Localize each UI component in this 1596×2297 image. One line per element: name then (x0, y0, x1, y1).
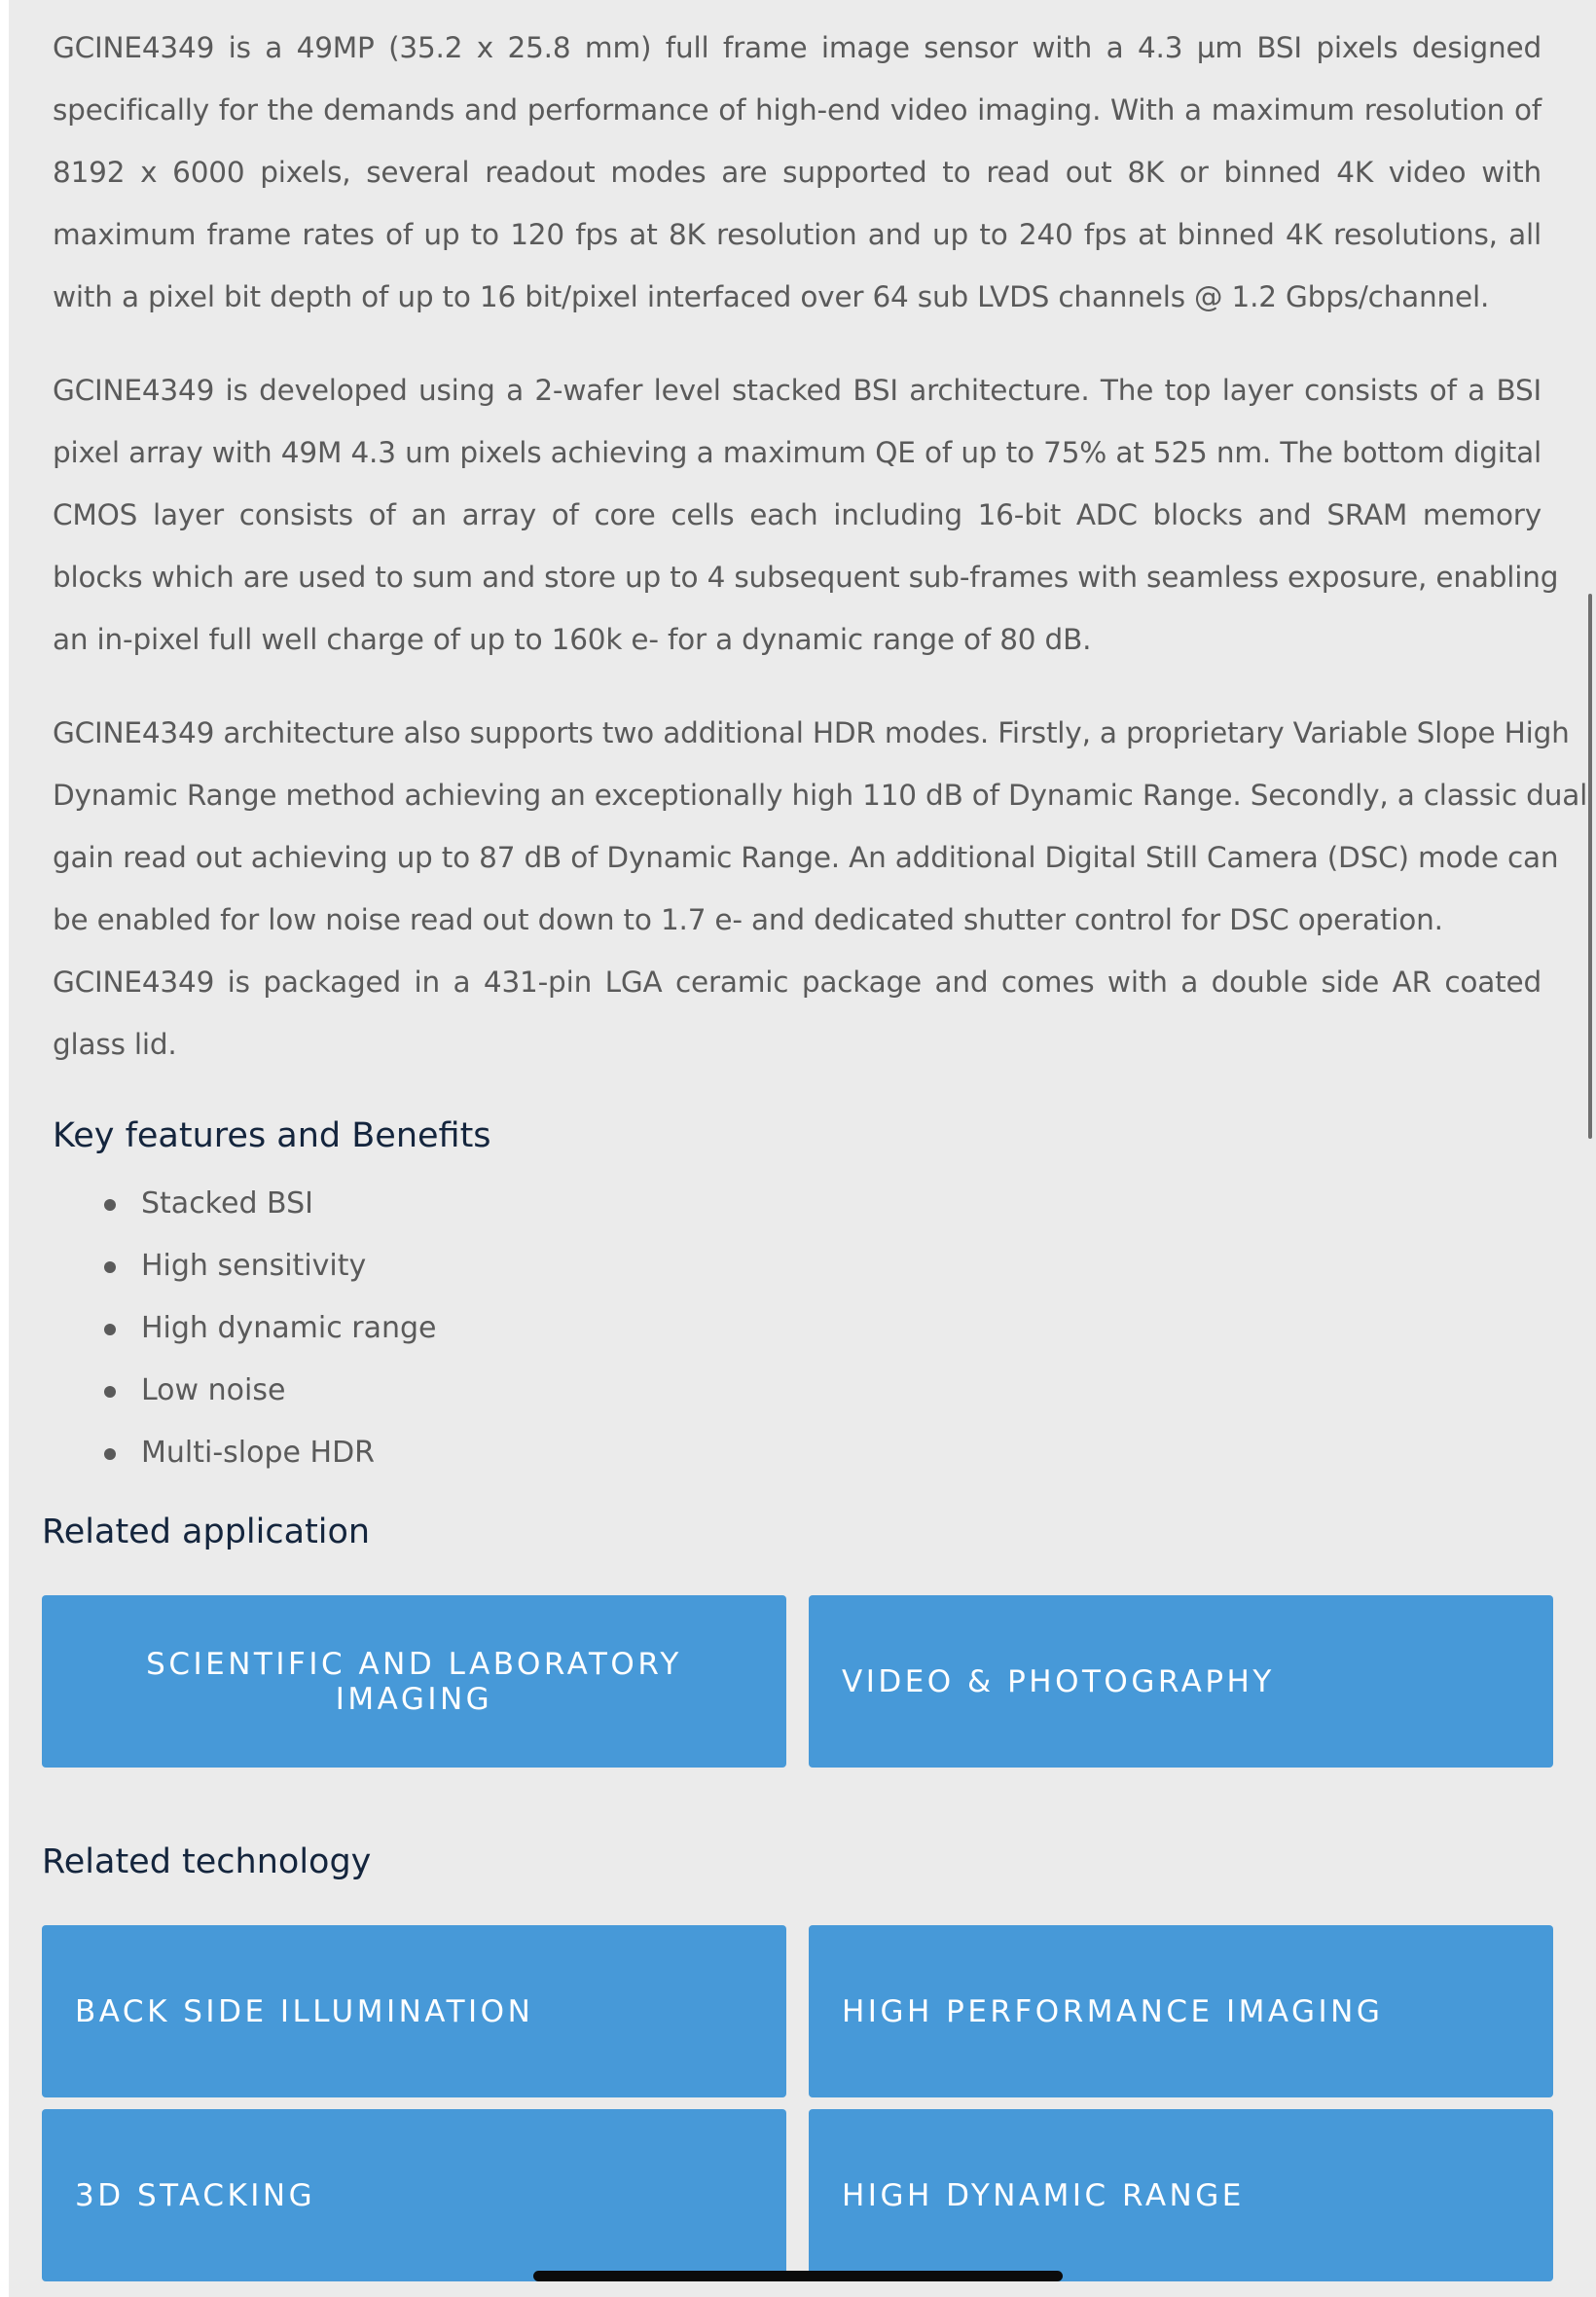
bullet-icon (104, 1199, 116, 1211)
scrollbar-thumb[interactable] (1588, 594, 1592, 1139)
key-features-heading: Key features and Benefits (53, 1116, 491, 1155)
tile-scientific-and-laboratory-imaging[interactable] (42, 1595, 786, 1768)
feature-list-item (53, 1422, 1542, 1484)
description-paragraph-2 (53, 359, 1559, 671)
description-line: maximum frame rates of up to 120 fps at 8K resolution and up to 240 fps at binned 4K resolutions, all (53, 218, 1542, 251)
bullet-icon (104, 1261, 116, 1273)
feature-label: High sensitivity (141, 1249, 367, 1283)
tile-label: HIGH DYNAMIC RANGE (842, 2177, 1245, 2213)
description-line: specifically for the demands and performance of high-end video imaging. With a maximum resolution of (53, 93, 1542, 127)
bullet-icon (104, 1386, 116, 1398)
description-line: an in-pixel full well charge of up to 160k e- for a dynamic range of 80 dB. (53, 623, 1092, 656)
related-application-heading: Related application (42, 1513, 371, 1551)
description-line: GCINE4349 is a 49MP (35.2 x 25.8 mm) full frame image sensor with a 4.3 µm BSI pixels designed (53, 31, 1542, 64)
description-line: be enabled for low noise read out down to 1.7 e- and dedicated shutter control for DSC operation. (53, 903, 1443, 936)
feature-list-item (53, 1235, 1542, 1297)
tile-label: 3D STACKING (75, 2177, 316, 2213)
description-line: CMOS layer consists of an array of core cells each including 16-bit ADC blocks and SRAM memory (53, 498, 1542, 531)
description-line: Dynamic Range method achieving an exceptionally high 110 dB of Dynamic Range. Secondly, a classic dual (53, 779, 1588, 812)
tile-label: HIGH PERFORMANCE IMAGING (842, 1993, 1384, 2029)
tile-label: SCIENTIFIC AND LABORATORY IMAGING (146, 1646, 682, 1717)
related-technology-heading: Related technology (42, 1842, 372, 1881)
feature-label: Multi-slope HDR (141, 1436, 376, 1470)
feature-label: Low noise (141, 1373, 286, 1407)
feature-label: Stacked BSI (141, 1186, 313, 1221)
tile-3d-stacking[interactable] (42, 2109, 786, 2281)
feature-list-item (53, 1360, 1542, 1422)
description-line: pixel array with 49M 4.3 um pixels achieving a maximum QE of up to 75% at 525 nm. The bottom digital (53, 436, 1542, 469)
description-line: 8192 x 6000 pixels, several readout modes are supported to read out 8K or binned 4K video with (53, 156, 1542, 189)
description-paragraph-1 (53, 17, 1542, 328)
tile-video-and-photography[interactable] (809, 1595, 1553, 1768)
tile-label: BACK SIDE ILLUMINATION (75, 1993, 534, 2029)
description-line: glass lid. (53, 1028, 177, 1061)
home-indicator[interactable] (533, 2271, 1063, 2281)
tile-high-dynamic-range[interactable] (809, 2109, 1553, 2281)
description-line: GCINE4349 architecture also supports two additional HDR modes. Firstly, a proprietary Variable Slope High (53, 716, 1570, 749)
bullet-icon (104, 1448, 116, 1460)
description-line: with a pixel bit depth of up to 16 bit/pixel interfaced over 64 sub LVDS channels @ 1.2 Gbps/channel. (53, 280, 1490, 313)
key-features-list (53, 1173, 1542, 1484)
bullet-icon (104, 1324, 116, 1335)
tile-back-side-illumination[interactable] (42, 1925, 786, 2097)
feature-list-item (53, 1297, 1542, 1360)
feature-list-item (53, 1173, 1542, 1235)
feature-label: High dynamic range (141, 1311, 437, 1345)
description-line: gain read out achieving up to 87 dB of Dynamic Range. An additional Digital Still Camera (DSC) mode can (53, 841, 1559, 874)
description-line: GCINE4349 is developed using a 2-wafer level stacked BSI architecture. The top layer consists of a BSI (53, 374, 1542, 407)
description-line: blocks which are used to sum and store up to 4 subsequent sub-frames with seamless exposure, enabling (53, 561, 1559, 594)
left-page-edge (0, 0, 9, 2297)
description-paragraph-3 (53, 702, 1588, 1076)
description-line: GCINE4349 is packaged in a 431-pin LGA ceramic package and comes with a double side AR coated (53, 966, 1542, 999)
tile-label: VIDEO & PHOTOGRAPHY (842, 1663, 1275, 1699)
tile-high-performance-imaging[interactable] (809, 1925, 1553, 2097)
product-description (53, 17, 1588, 1484)
